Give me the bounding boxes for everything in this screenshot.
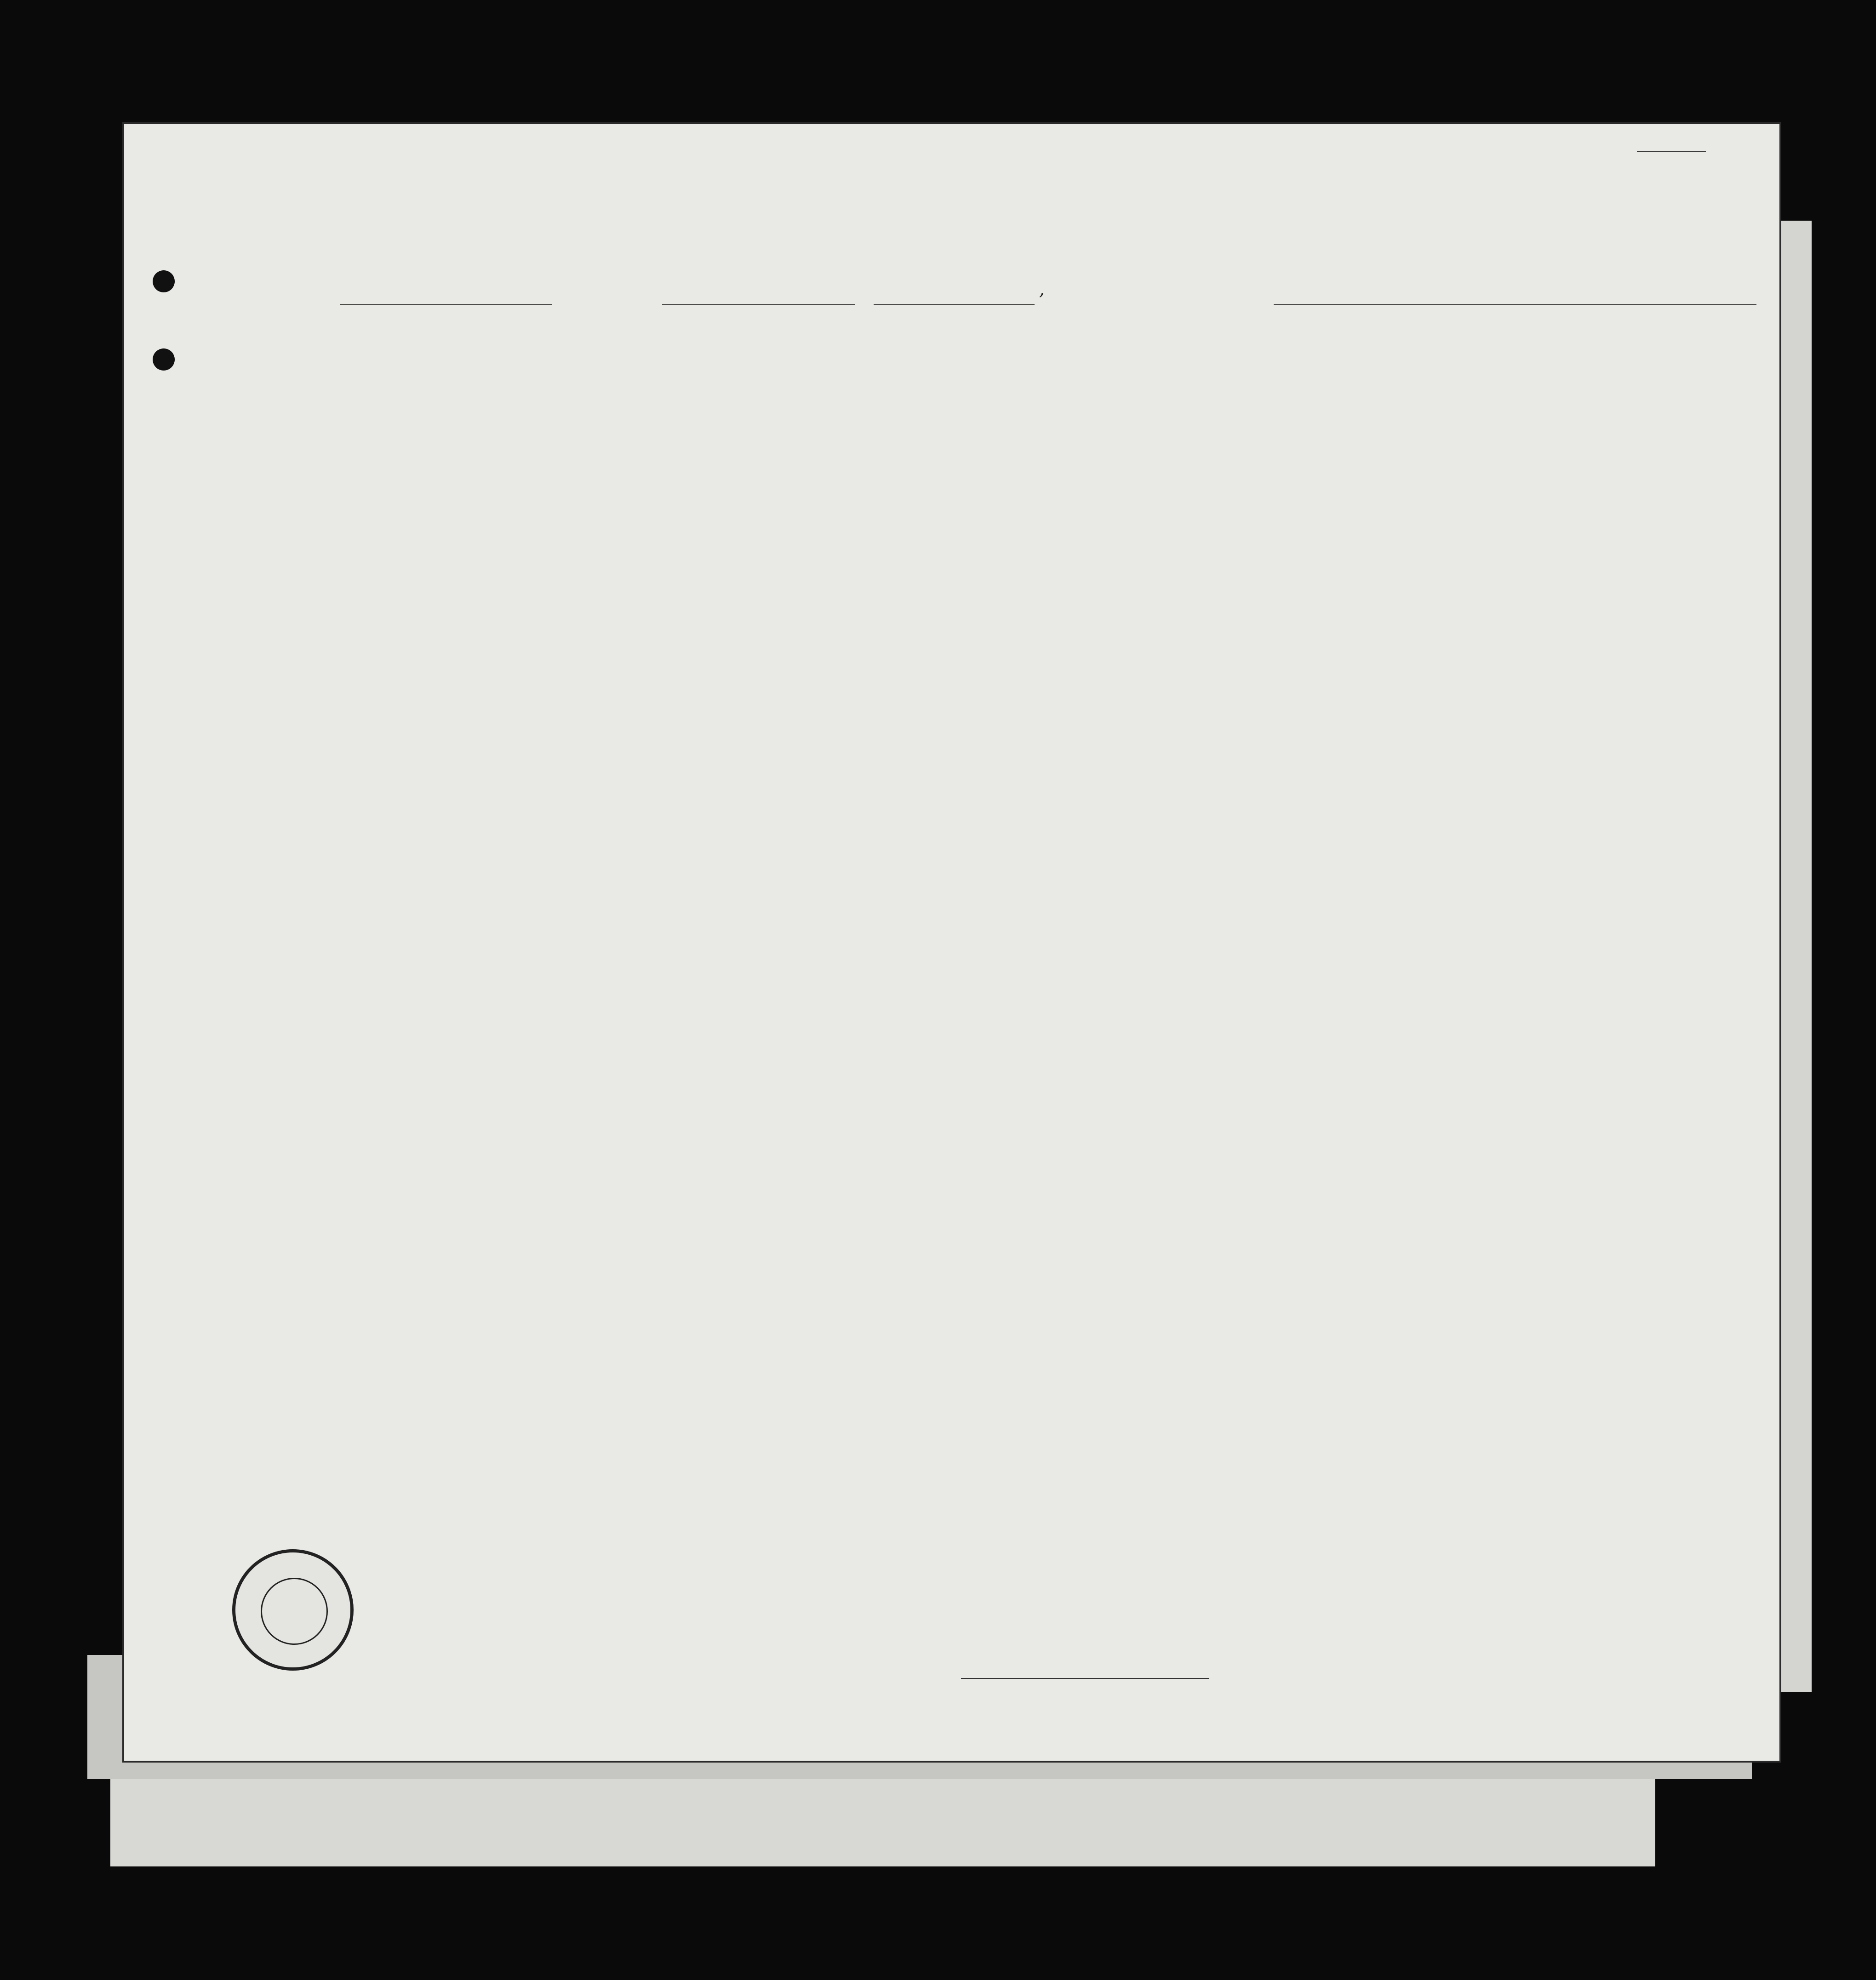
sheet-number: [1637, 151, 1706, 152]
port-of-cristobal-seal: [232, 1549, 354, 1671]
punch-hole: [153, 270, 175, 292]
seal-center: [261, 1578, 328, 1645]
vessel-line: ,: [276, 280, 1761, 313]
manifest-sheet: [124, 124, 1779, 1761]
table-grid: [124, 124, 1779, 1761]
punch-hole: [153, 348, 175, 371]
